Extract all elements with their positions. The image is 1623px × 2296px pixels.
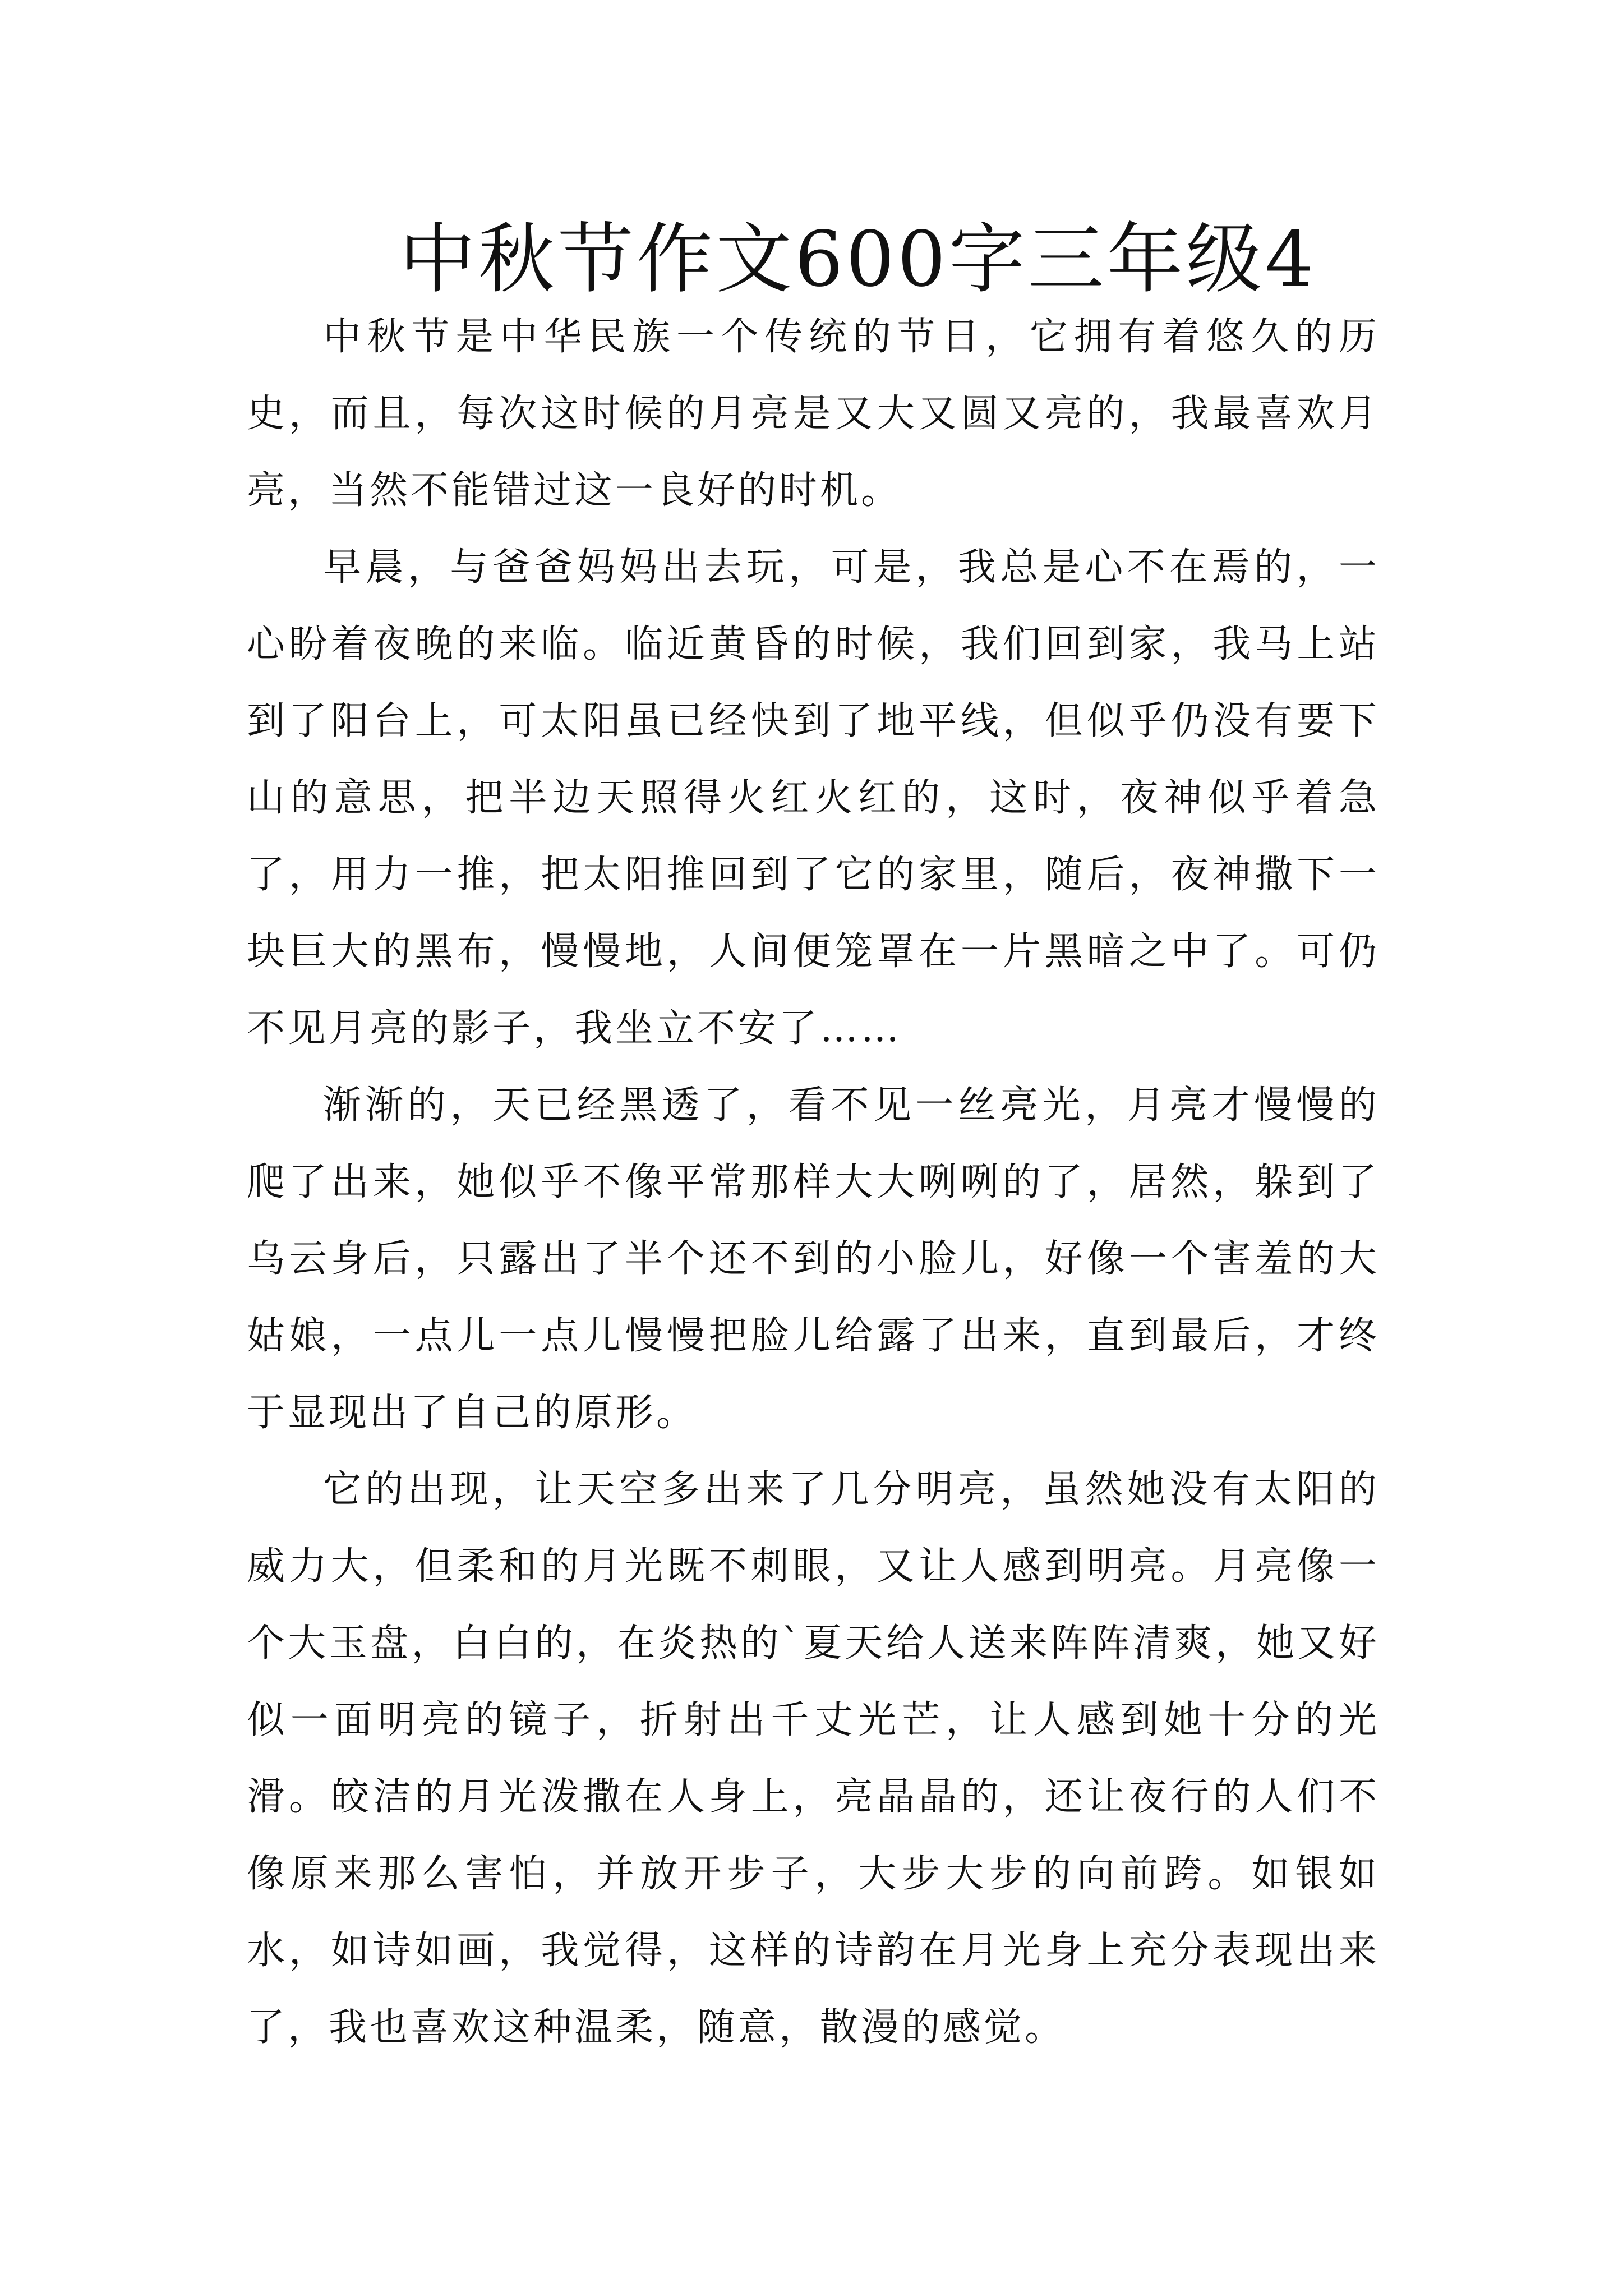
paragraph-morning: 早晨，与爸爸妈妈出去玩，可是，我总是心不在焉的，一心盼着夜晚的来临。临近黄昏的时候，我们回到家，我马上站到了阳台上，可太阳虽已经快到了地平线，但似乎仍没有要下山的意思，把半边天照得火红火红的，这时，夜神似乎着急了，用力一推，把太阳推回到了它的家里，随后，夜神撒下一块巨大的黑布，慢慢地，人间便笼罩在一片黑暗之中了。可仍不见月亮的影子，我坐立不安了…… (247, 545, 1380, 1051)
document-title: 中秋节作文600字三年级4 (399, 215, 1317, 304)
document-body (247, 215, 1380, 2066)
paragraph-intro: 中秋节是中华民族一个传统的节日，它拥有着悠久的历史，而且，每次这时候的月亮是又大又圆又亮的，我最喜欢月亮，当然不能错过这一良好的时机。 (247, 315, 1380, 513)
paragraph-moonlight: 它的出现，让天空多出来了几分明亮，虽然她没有太阳的威力大，但柔和的月光既不刺眼，又让人感到明亮。月亮像一个大玉盘，白白的，在炎热的`夏天给人送来阵阵清爽，她又好似一面明亮的镜子，折射出千丈光芒，让人感到她十分的光滑。皎洁的月光泼撒在人身上，亮晶晶的，还让夜行的人们不像原来那么害怕，并放开步子，大步大步的向前跨。如银如水，如诗如画，我觉得，这样的诗韵在月光身上充分表现出来了，我也喜欢这种温柔，随意，散漫的感觉。 (247, 1467, 1380, 2050)
paragraph-moonrise: 渐渐的，天已经黑透了，看不见一丝亮光，月亮才慢慢的爬了出来，她似乎不像平常那样大大咧咧的了，居然，躲到了乌云身后，只露出了半个还不到的小脸儿，好像一个害羞的大姑娘，一点儿一点儿慢慢把脸儿给露了出来，直到最后，才终于显现出了自己的原形。 (247, 1083, 1380, 1435)
